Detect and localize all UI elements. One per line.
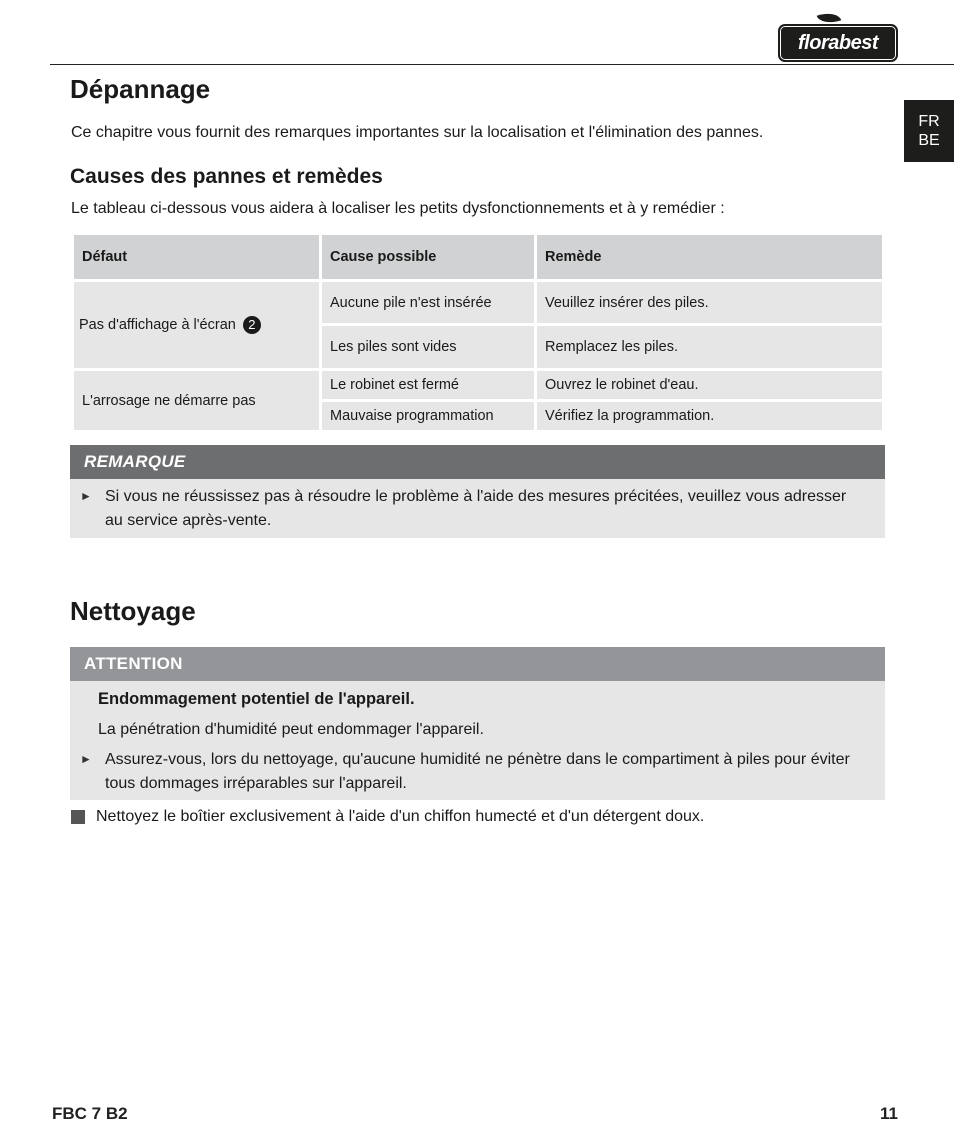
table-cell-cause: Les piles sont vides <box>321 325 536 370</box>
table-cell-remede: Vérifiez la programmation. <box>536 401 884 432</box>
table-cell-defaut <box>73 281 321 370</box>
footer-model: FBC 7 B2 <box>52 1104 128 1123</box>
table-cell-remede: Ouvrez le robinet d'eau. <box>536 370 884 401</box>
remarque-text: Si vous ne réussissez pas à résoudre le problème à l'aide des mesures précitées, veuillez vous adresser au service après-vente. <box>105 488 847 529</box>
section-title-nettoyage: Nettoyage <box>70 596 196 626</box>
table-cell-cause: Le robinet est fermé <box>321 370 536 401</box>
attention-heading: Endommagement potentiel de l'appareil. <box>98 690 415 708</box>
column-header-defaut: Défaut <box>73 234 321 281</box>
table-cell-cause: Aucune pile n'est insérée <box>321 281 536 325</box>
brand-logo <box>778 24 898 62</box>
table-row <box>73 370 884 401</box>
language-tab <box>904 100 954 162</box>
depannage-intro: Ce chapitre vous fournit des remarques importantes sur la localisation et l'élimination des pannes. <box>71 124 764 141</box>
arrow-right-icon: ► <box>80 489 92 503</box>
arrow-right-icon: ► <box>80 752 92 766</box>
attention-text: La pénétration d'humidité peut endommager l'appareil. <box>98 721 484 738</box>
column-header-remede: Remède <box>536 234 884 281</box>
brand-logo-text: florabest <box>798 32 878 54</box>
table-cell-remede: Veuillez insérer des piles. <box>536 281 884 325</box>
remarque-label: REMARQUE <box>70 445 885 479</box>
troubleshooting-table <box>71 232 885 433</box>
table-row <box>73 281 884 325</box>
bullet-square-icon <box>71 810 85 824</box>
attention-box <box>70 647 885 800</box>
header-rule <box>50 64 954 65</box>
lang-code-fr: FR <box>918 113 940 130</box>
page-number: 11 <box>880 1104 898 1123</box>
table-cell-remede: Remplacez les piles. <box>536 325 884 370</box>
table-header-row <box>73 234 884 281</box>
table-cell-defaut: L'arrosage ne démarre pas <box>73 370 321 432</box>
display-number-badge: 2 <box>243 316 261 334</box>
causes-intro: Le tableau ci-dessous vous aidera à localiser les petits dysfonctionnements et à y remédier : <box>71 200 725 217</box>
nettoyage-bullet-text: Nettoyez le boîtier exclusivement à l'aide d'un chiffon humecté et d'un détergent doux. <box>96 808 705 825</box>
column-header-cause: Cause possible <box>321 234 536 281</box>
attention-label: ATTENTION <box>70 647 885 681</box>
defaut-text: Pas d'affichage à l'écran <box>79 316 236 333</box>
section-title-depannage: Dépannage <box>70 74 211 104</box>
attention-instruction: Assurez-vous, lors du nettoyage, qu'aucune humidité ne pénètre dans le compartiment à piles pour éviter tous dommages irréparables sur l'appareil. <box>105 751 850 792</box>
remarque-box <box>70 445 885 538</box>
subsection-title-causes: Causes des pannes et remèdes <box>70 165 383 188</box>
table-cell-cause: Mauvaise programmation <box>321 401 536 432</box>
lang-code-be: BE <box>918 132 940 149</box>
